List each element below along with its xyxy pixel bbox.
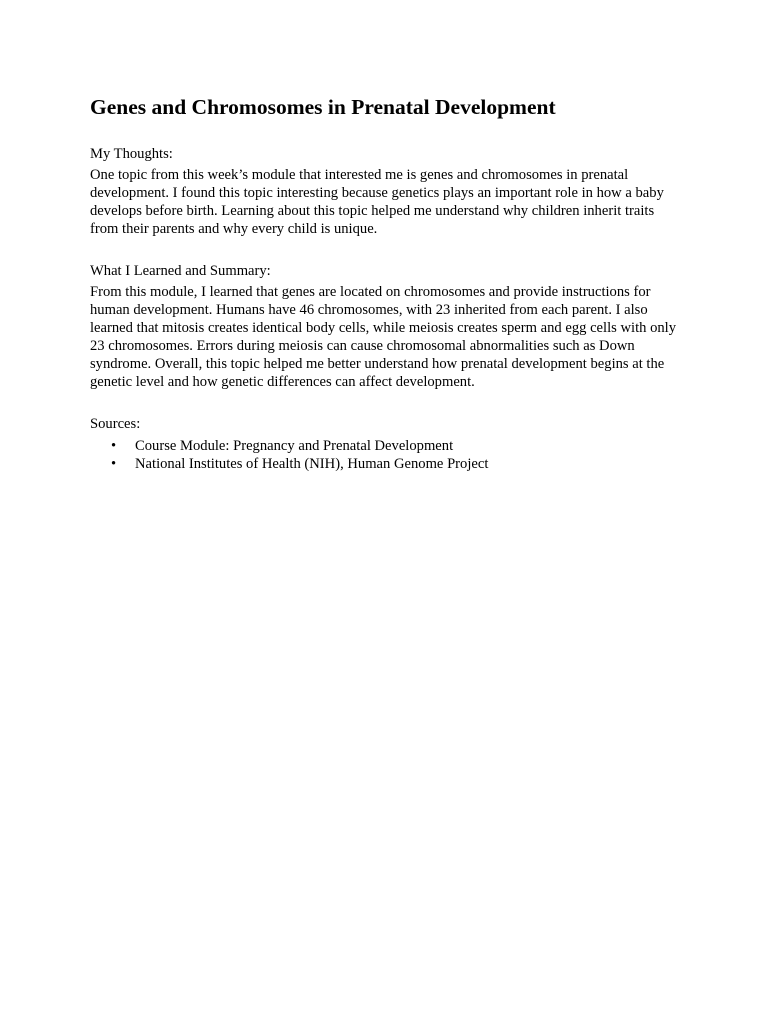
document-title: Genes and Chromosomes in Prenatal Development xyxy=(90,95,556,119)
bullet-icon: • xyxy=(111,438,117,454)
section-body-my-thoughts: One topic from this week’s module that interested me is genes and chromosomes in prenatal development. I found this topic interesting because genetics plays an important role in how a baby develops before birth. Learning about this topic helped me understand why children inherit traits from their parents and why every child is unique. xyxy=(90,167,664,237)
bullet-icon: • xyxy=(111,456,117,472)
section-heading-what-i-learned: What I Learned and Summary: xyxy=(90,263,271,279)
source-text: National Institutes of Health (NIH), Human Genome Project xyxy=(135,456,489,472)
source-text: Course Module: Pregnancy and Prenatal Development xyxy=(135,438,454,454)
section-heading-my-thoughts: My Thoughts: xyxy=(90,146,173,162)
sources-list xyxy=(90,437,678,473)
section-body-what-i-learned: From this module, I learned that genes are located on chromosomes and provide instructions for human development. Humans have 46 chromosomes, with 23 inherited from each parent. I also learned that mitosis creates identical body cells, while meiosis creates sperm and egg cells with only 23 chromosomes. Errors during meiosis can cause chromosomal abnormalities such as Down syndrome. Overall, this topic helped me better understand how prenatal development begins at the genetic level and how genetic differences can affect development. xyxy=(90,284,677,390)
list-item xyxy=(90,455,678,473)
list-item xyxy=(90,437,678,455)
sources-heading: Sources: xyxy=(90,416,141,432)
